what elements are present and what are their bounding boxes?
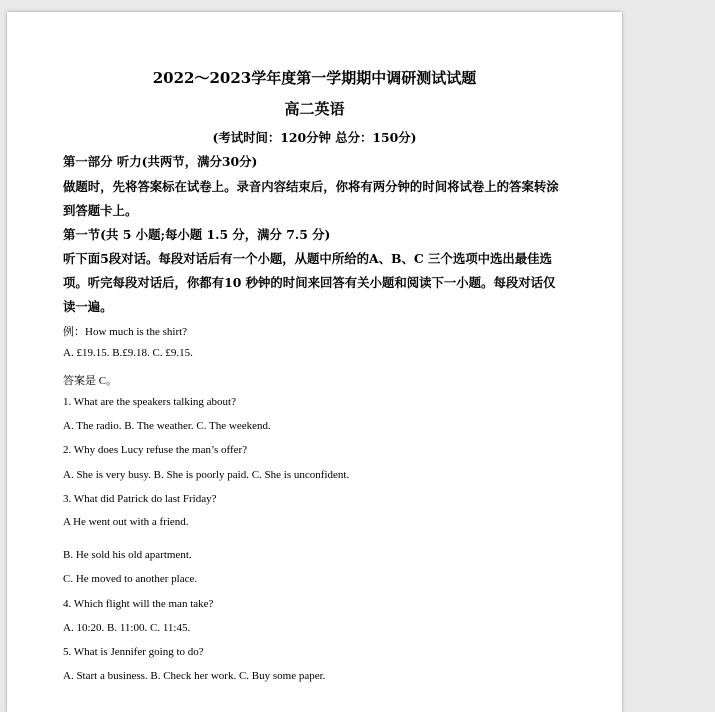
- question-5: 5. What is Jennifer going to do?: [63, 646, 204, 658]
- question-5-options: A. Start a business. B. Check her work. C. Buy some paper.: [63, 670, 326, 682]
- question-1: 1. What are the speakers talking about?: [63, 396, 236, 408]
- question-3-option-c: C. He moved to another place.: [63, 573, 198, 585]
- instruction-line-2: 到答题卡上。: [63, 203, 138, 218]
- section1-instruction-2: 项。听完每段对话后，你都有10 秒钟的时间来回答有关小题和阅读下一小题。每段对话仅: [63, 275, 556, 290]
- question-1-options: A. The radio. B. The weather. C. The weekend.: [63, 420, 271, 432]
- exam-info: (考试时间：120分钟 总分：150分): [212, 130, 417, 145]
- question-3-option-b: B. He sold his old apartment.: [63, 549, 192, 561]
- example-answer: 答案是 C。: [63, 375, 118, 387]
- part1-heading: 第一部分 听力(共两节，满分30分): [63, 154, 258, 169]
- example-question: 例：How much is the shirt?: [63, 326, 188, 338]
- subject-title: 高二英语: [284, 100, 345, 118]
- instruction-line-1: 做题时，先将答案标在试卷上。录音内容结束后，你将有两分钟的时间将试卷上的答案转涂: [63, 179, 559, 194]
- exam-title: 2022～2023学年度第一学期期中调研测试试题: [152, 69, 477, 87]
- section1-heading: 第一节(共 5 小题;每小题 1.5 分，满分 7.5 分): [63, 227, 331, 242]
- question-4: 4. Which flight will the man take?: [63, 598, 214, 610]
- document-page: [7, 12, 622, 712]
- question-2: 2. Why does Lucy refuse the man’s offer?: [63, 444, 248, 456]
- question-3: 3. What did Patrick do last Friday?: [63, 493, 217, 505]
- question-4-options: A. 10:20. B. 11:00. C. 11:45.: [63, 622, 191, 634]
- question-3-option-a: A He went out with a friend.: [63, 516, 189, 528]
- section1-instruction-1: 听下面5段对话。每段对话后有一个小题，从题中所给的A、B、C 三个选项中选出最佳选: [63, 251, 552, 266]
- question-2-options: A. She is very busy. B. She is poorly paid. C. She is unconfident.: [63, 469, 350, 481]
- example-options: A. £19.15. B.£9.18. C. £9.15.: [63, 347, 193, 359]
- section1-instruction-3: 读一遍。: [63, 299, 113, 314]
